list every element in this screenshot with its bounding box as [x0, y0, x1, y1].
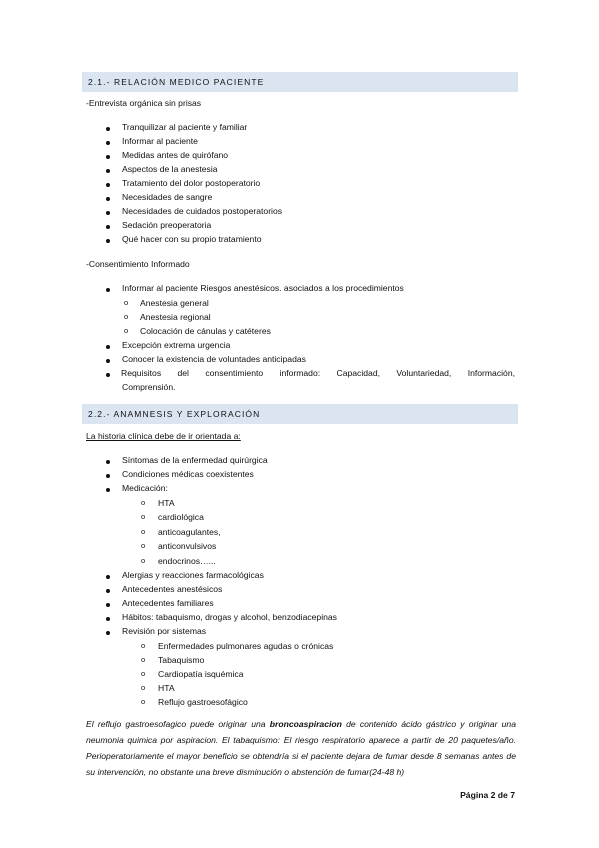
list-item: Qué hacer con su propio tratamiento: [122, 234, 262, 244]
bullet-icon: [106, 631, 110, 635]
list-item: Informar al paciente: [122, 136, 198, 146]
circle-bullet-icon: o: [141, 498, 146, 507]
sub-list-item: anticoagulantes,: [158, 527, 221, 537]
word: Voluntariedad,: [396, 368, 452, 378]
list-item: Aspectos de la anestesia: [122, 164, 218, 174]
bullet-icon: [106, 488, 110, 492]
bullet-icon: [106, 474, 110, 478]
list-item: Conocer la existencia de voluntades anticipadas: [122, 354, 306, 364]
word: consentimiento: [205, 368, 264, 378]
bullet-icon: [106, 617, 110, 621]
sub-list-item: Anestesia regional: [140, 312, 211, 322]
section-subtitle: La historia clínica debe de ir orientada a:: [86, 431, 241, 441]
sub-list-item: Reflujo gastroesofágico: [158, 697, 248, 707]
sub-list-item: Colocación de cánulas y catéteres: [140, 326, 271, 336]
list-item: Hábitos: tabaquismo, drogas y alcohol, benzodiacepinas: [122, 612, 337, 622]
bullet-icon: [106, 345, 110, 349]
bullet-icon: [106, 155, 110, 159]
sub-list-item: Cardiopatía isquémica: [158, 669, 244, 679]
bullet-icon: [106, 183, 110, 187]
circle-bullet-icon: o: [141, 655, 146, 664]
sub-list-item: anticonvulsivos: [158, 541, 217, 551]
circle-bullet-icon: o: [141, 641, 146, 650]
list-item: Medidas antes de quirófano: [122, 150, 229, 160]
reflujo-paragraph: [86, 716, 516, 780]
paragraph-bold-term: broncoaspiracion: [269, 719, 342, 729]
circle-bullet-icon: o: [124, 298, 129, 307]
bullet-icon: [106, 359, 110, 363]
circle-bullet-icon: o: [124, 326, 129, 335]
list-item: Medicación:: [122, 483, 168, 493]
list-item: Antecedentes familiares: [122, 598, 214, 608]
list-item: Necesidades de cuidados postoperatorios: [122, 206, 283, 216]
circle-bullet-icon: o: [141, 683, 146, 692]
paragraph-text: de contenido ácido gástrico y originar una neumonia quimica por aspiracion. El tabaquismo: El riesgo respiratorio aparece a partir de 20 paquetes/año. Perioperatoriamente el mayor beneficio se obtendría si el paciente dejara de fumar desde 8 semanas antes de su intervención, no obstante una breve disminución o abstención de fumar(24-48 h): [86, 719, 516, 777]
sub-list-item: Tabaquismo: [158, 655, 205, 665]
bullet-icon: [106, 211, 110, 215]
bullet-icon: [106, 239, 110, 243]
section-header-relacion: 2.1.- RELACIÓN MEDICO PACIENTE: [82, 72, 518, 92]
list-item: Condiciones médicas coexistentes: [122, 469, 254, 479]
circle-bullet-icon: o: [124, 312, 129, 321]
list-item: Excepción extrema urgencia: [122, 340, 231, 350]
list-item: Informar al paciente Riesgos anestésicos. asociados a los procedimientos: [122, 283, 404, 293]
bullet-icon: [106, 589, 110, 593]
list-item: Antecedentes anestésicos: [122, 584, 223, 594]
sub-list-item: cardiológica: [158, 512, 204, 522]
list-item: Tranquilizar al paciente y familiar: [122, 122, 248, 132]
page-number: Página 2 de 7: [460, 790, 515, 800]
paragraph-text: El reflujo gastroesofagico puede originar una: [86, 719, 270, 729]
bullet-icon: [106, 288, 110, 292]
sub-list-item: HTA: [158, 498, 175, 508]
circle-bullet-icon: o: [141, 541, 146, 550]
list-item: Alergias y reacciones farmacológicas: [122, 570, 264, 580]
list-item: Tratamiento del dolor postoperatorio: [122, 178, 261, 188]
requisitos-line-2: Comprensión.: [122, 382, 176, 392]
section-header-anamnesis: 2.2.- ANAMNESIS Y EXPLORACIÓN: [82, 404, 518, 424]
word: Capacidad,: [336, 368, 380, 378]
word: del: [177, 368, 189, 378]
bullet-icon: [106, 141, 110, 145]
bullet-icon: [106, 603, 110, 607]
word: Información,: [467, 368, 515, 378]
sub-list-item: Anestesia general: [140, 298, 209, 308]
circle-bullet-icon: o: [141, 527, 146, 536]
intro-text: -Entrevista orgánica sin prisas: [86, 98, 202, 108]
sub-list-item: endocrinos…...: [158, 556, 216, 566]
list-item: Revisión por sistemas: [122, 626, 207, 636]
sub-list-item: HTA: [158, 683, 175, 693]
bullet-icon: [106, 225, 110, 229]
consent-title: -Consentimiento Informado: [86, 259, 190, 269]
circle-bullet-icon: o: [141, 669, 146, 678]
word: Requisitos: [121, 368, 162, 378]
sub-list-item: Enfermedades pulmonares agudas o crónicas: [158, 641, 334, 651]
bullet-icon: [106, 373, 110, 377]
requisitos-line: [121, 367, 515, 379]
bullet-icon: [106, 169, 110, 173]
list-item: Necesidades de sangre: [122, 192, 213, 202]
list-item: Sedación preoperatoria: [122, 220, 212, 230]
circle-bullet-icon: o: [141, 697, 146, 706]
bullet-icon: [106, 127, 110, 131]
bullet-icon: [106, 575, 110, 579]
circle-bullet-icon: o: [141, 556, 146, 565]
list-item: Síntomas de la enfermedad quirúrgica: [122, 455, 268, 465]
bullet-icon: [106, 197, 110, 201]
circle-bullet-icon: o: [141, 512, 146, 521]
bullet-icon: [106, 460, 110, 464]
word: informado:: [279, 368, 321, 378]
